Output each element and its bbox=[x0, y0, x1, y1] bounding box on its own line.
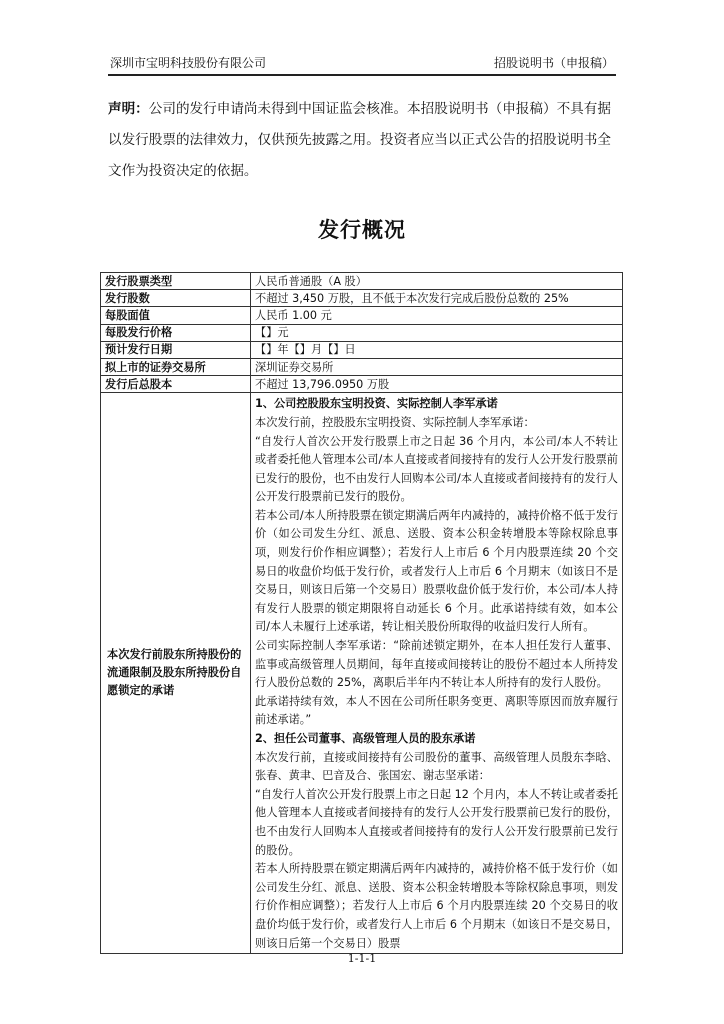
commitment-heading: 1、公司控股股东宝明投资、实际控制人李军承诺 bbox=[255, 397, 498, 411]
table-row bbox=[101, 341, 623, 358]
commitment-paragraph: 本次发行前，控股股东宝明投资、实际控制人李军承诺： bbox=[255, 415, 535, 429]
header-document-type: 招股说明书（申报稿） bbox=[493, 56, 614, 70]
commitment-paragraph: 本次发行前，直接或间接持有公司股份的董事、高级管理人员殷东李晗、张春、黄聿、巴音及合、张国宏、谢志坚承诺： bbox=[255, 750, 618, 783]
section-title: 发行概况 bbox=[318, 218, 406, 242]
row-label: 发行后总股本 bbox=[101, 376, 251, 393]
commitment-paragraph: 此承诺持续有效，本人不因在公司所任职务变更、离职等原因而放弃履行前述承诺。” bbox=[255, 694, 618, 727]
table-row bbox=[101, 376, 623, 393]
row-value: 人民币普通股（A 股） bbox=[251, 273, 623, 290]
row-value: 深圳证券交易所 bbox=[251, 358, 623, 375]
disclaimer-text: 公司的发行申请尚未得到中国证监会核准。本招股说明书（申报稿）不具有据以发行股票的法律效力，仅供预先披露之用。投资者应当以正式公告的招股说明书全文作为投资决定的依据。 bbox=[108, 101, 611, 179]
row-value: 人民币 1.00 元 bbox=[251, 307, 623, 324]
row-value: 不超过 13,796.0950 万股 bbox=[251, 376, 623, 393]
lockup-label: 本次发行前股东所持股份的流通限制及股东所持股份自愿锁定的承诺 bbox=[101, 393, 251, 954]
commitment-paragraph: 公司实际控制人李军承诺：“除前述锁定期外，在本人担任发行人董事、监事或高级管理人员期间，每年直接或间接转让的股份不超过本人所持发行人股份总数的 25%，离职后半年内不转让本人所持有的发行人股份。 bbox=[255, 639, 618, 690]
commitment-paragraph: “自发行人首次公开发行股票上市之日起 12 个月内，本人不转让或者委托他人管理本人直接或者间接持有的发行人公开发行股票前已发行的股份，也不由发行人回购本人直接或者间接持有的发行人公开发行股票前已发行的股份。 bbox=[255, 787, 618, 857]
row-value: 【】年【】月【】日 bbox=[251, 341, 623, 358]
row-value: 不超过 3,450 万股，且不低于本次发行完成后股份总数的 25% bbox=[251, 290, 623, 307]
commitment-paragraph: 若本公司/本人所持股票在锁定期满后两年内减持的，减持价格不低于发行价（如公司发生分红、派息、送股、资本公积金转增股本等除权除息事项，则发行价作相应调整）；若发行人上市后 6 个月内股票连续 20 个交易日的收盘价均低于发行价，或者发行人上市后 6 个月期末（如该日不是交易日，则该日后第一个交易日）股票收盘价低于发行价，本公司/本人持有发行人股票的锁定期限将自动延长 6 个月。此承诺持续有效，如本公司/本人未履行上述承诺，转让相关股份所取得的收益归发行人所有。 bbox=[255, 508, 618, 634]
table-row bbox=[101, 290, 623, 307]
offering-overview-table bbox=[100, 272, 623, 954]
table-row bbox=[101, 307, 623, 324]
row-label: 预计发行日期 bbox=[101, 341, 251, 358]
commitment-paragraph: 若本人所持股票在锁定期满后两年内减持的，减持价格不低于发行价（如公司发生分红、派息、送股、资本公积金转增股本等除权除息事项，则发行价作相应调整）；若发行人上市后 6 个月内股票连续 20 个交易日的收盘价均低于发行价，或者发行人上市后 6 个月期末（如该日不是交易日，则该日后第一个交易日）股票 bbox=[255, 862, 618, 950]
header-company-name: 深圳市宝明科技股份有限公司 bbox=[110, 56, 267, 70]
table-row-lockup bbox=[101, 393, 623, 954]
table-row bbox=[101, 273, 623, 290]
table-row bbox=[101, 358, 623, 375]
row-value: 【】元 bbox=[251, 324, 623, 341]
row-label: 发行股数 bbox=[101, 290, 251, 307]
row-label: 拟上市的证券交易所 bbox=[101, 358, 251, 375]
row-label: 每股发行价格 bbox=[101, 324, 251, 341]
table-row bbox=[101, 324, 623, 341]
row-label: 每股面值 bbox=[101, 307, 251, 324]
page-header bbox=[108, 52, 616, 76]
commitment-paragraph: “自发行人首次公开发行股票上市之日起 36 个月内，本公司/本人不转让或者委托他人管理本公司/本人直接或者间接持有的发行人公开发行股票前已发行的股份，也不由发行人回购本公司/本人直接或者间接持有的发行人公开发行股票前已发行的股份。 bbox=[255, 434, 618, 504]
disclaimer-label: 声明： bbox=[108, 101, 149, 117]
lockup-commitments bbox=[251, 393, 623, 954]
commitment-heading: 2、担任公司董事、高级管理人员的股东承诺 bbox=[255, 732, 476, 745]
disclaimer-statement bbox=[108, 94, 620, 187]
page-number: 1-1-1 bbox=[347, 952, 377, 965]
row-label: 发行股票类型 bbox=[101, 273, 251, 290]
